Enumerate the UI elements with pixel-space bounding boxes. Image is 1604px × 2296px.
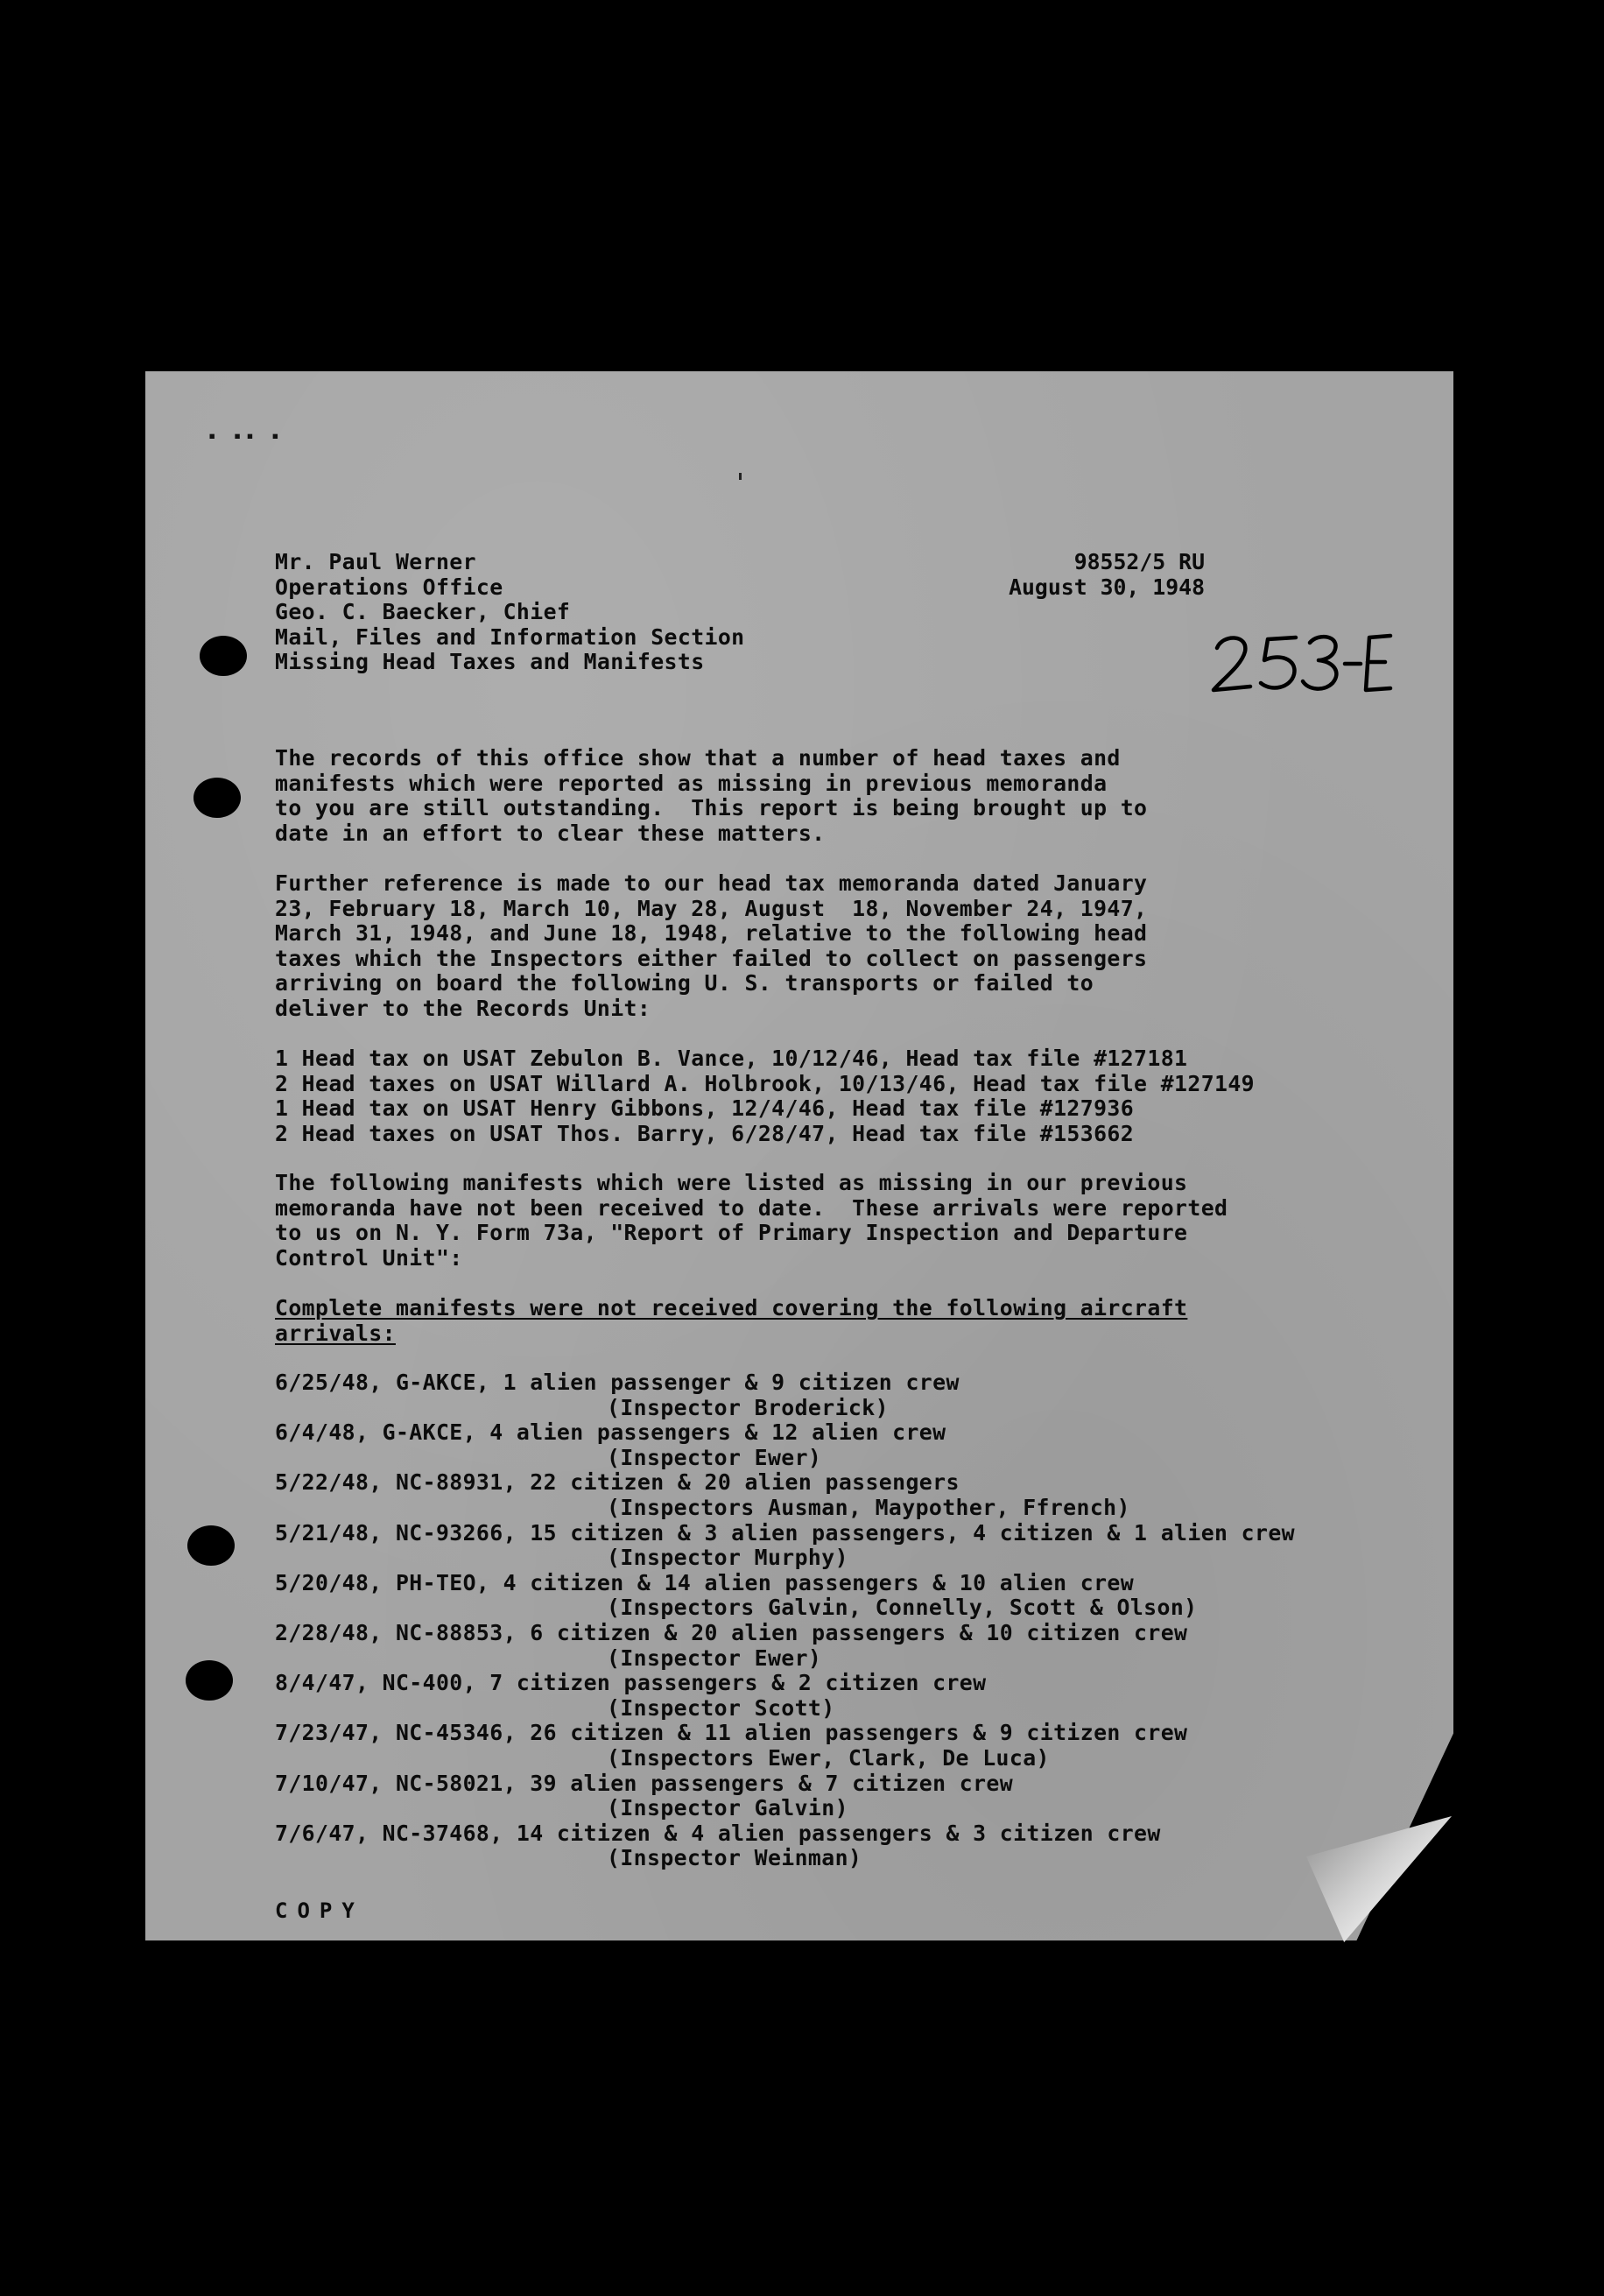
arrival-inspector: (Inspector Ewer) (607, 1444, 822, 1470)
arrival-entry: 7/23/47, NC-45346, 26 citizen & 11 alien passengers & 9 citizen crew (275, 1720, 1188, 1746)
paragraph-2-line: arriving on board the following U. S. transports or failed to (275, 970, 1094, 997)
arrival-entry: 7/10/47, NC-58021, 39 alien passengers & 7 citizen crew (275, 1770, 1014, 1796)
punch-hole (186, 1660, 233, 1701)
arrival-entry: 5/21/48, NC-93266, 15 citizen & 3 alien passengers, 4 citizen & 1 alien crew (275, 1519, 1296, 1546)
handwritten-file-mark (1210, 629, 1394, 697)
arrival-inspector: (Inspector Murphy) (607, 1545, 848, 1571)
reference-block (963, 550, 1205, 600)
arrival-entry: 5/20/48, PH-TEO, 4 citizen & 14 alien passengers & 10 alien crew (275, 1569, 1135, 1595)
head-tax-item: 2 Head taxes on USAT Willard A. Holbrook, 10/13/46, Head tax file #127149 (275, 1070, 1256, 1096)
paragraph-2-line: 23, February 18, March 10, May 28, August 18, November 24, 1947, (275, 895, 1148, 921)
paragraph-3-line: to us on N. Y. Form 73a, "Report of Primary Inspection and Departure (275, 1220, 1188, 1246)
copy-stamp: COPY (275, 1898, 364, 1923)
arrival-inspector: (Inspector Ewer) (607, 1645, 822, 1671)
punch-hole (193, 778, 241, 818)
paragraph-3-line: The following manifests which were listed as missing in our previous (275, 1170, 1188, 1195)
file-reference: 98552/5 RU (1073, 549, 1205, 574)
paragraph-3-line: memoranda have not been received to date. These arrivals were reported (275, 1194, 1228, 1221)
manifest-heading: Complete manifests were not received covering the following aircraft (275, 1295, 1188, 1321)
arrival-inspector: (Inspector Galvin) (607, 1795, 848, 1821)
arrival-inspector: (Inspectors Galvin, Connelly, Scott & Olson) (607, 1595, 1198, 1621)
addressee-name: Mr. Paul Werner (275, 549, 476, 574)
arrival-entry: 7/6/47, NC-37468, 14 citizen & 4 alien passengers & 3 citizen crew (275, 1820, 1161, 1846)
addressee-office: Operations Office (275, 574, 503, 600)
arrival-entry: 6/4/48, G-AKCE, 4 alien passengers & 12 alien crew (275, 1419, 946, 1446)
arrival-inspector: (Inspectors Ausman, Maypother, Ffrench) (607, 1495, 1130, 1520)
paragraph-2-line: deliver to the Records Unit: (275, 996, 651, 1021)
speck-mark (739, 473, 742, 480)
arrival-entry: 5/22/48, NC-88931, 22 citizen & 20 alien passengers (275, 1469, 960, 1496)
memo-date: August 30, 1948 (1009, 574, 1205, 600)
arrival-inspector: (Inspectors Ewer, Clark, De Luca) (607, 1745, 1050, 1771)
paragraph-2-line: taxes which the Inspectors either failed to collect on passengers (275, 945, 1148, 971)
paragraph-2-line: Further reference is made to our head tax memoranda dated January (275, 870, 1148, 896)
subject-line: Missing Head Taxes and Manifests (275, 649, 705, 675)
head-tax-item: 1 Head tax on USAT Henry Gibbons, 12/4/46, Head tax file #127936 (275, 1095, 1135, 1122)
arrival-inspector: (Inspector Scott) (607, 1694, 835, 1721)
paragraph-3-line: Control Unit": (275, 1244, 463, 1271)
paragraph-2-line: March 31, 1948, and June 18, 1948, relative to the following head (275, 920, 1148, 947)
speck-marks: ▪ ▪▪ ▪ (208, 429, 285, 443)
manifest-heading: arrivals: (275, 1320, 396, 1346)
head-tax-item: 2 Head taxes on USAT Thos. Barry, 6/28/47, Head tax file #153662 (275, 1120, 1135, 1146)
arrival-inspector: (Inspector Broderick) (607, 1394, 889, 1420)
punch-hole (200, 636, 247, 676)
arrival-entry: 2/28/48, NC-88853, 6 citizen & 20 alien passengers & 10 citizen crew (275, 1620, 1188, 1645)
sender-name: Geo. C. Baecker, Chief (275, 599, 571, 625)
arrival-inspector: (Inspector Weinman) (607, 1845, 862, 1871)
paragraph-1-line: manifests which were reported as missing in previous memoranda (275, 770, 1108, 796)
punch-hole (187, 1525, 235, 1566)
paragraph-1-line: to you are still outstanding. This report is being brought up to (275, 795, 1148, 821)
paragraph-1-line: The records of this office show that a number of head taxes and (275, 745, 1121, 771)
paragraph-1-line: date in an effort to clear these matters. (275, 820, 826, 846)
head-tax-item: 1 Head tax on USAT Zebulon B. Vance, 10/12/46, Head tax file #127181 (275, 1046, 1188, 1071)
arrival-entry: 6/25/48, G-AKCE, 1 alien passenger & 9 citizen crew (275, 1370, 960, 1395)
sender-section: Mail, Files and Information Section (275, 623, 745, 650)
arrival-entry: 8/4/47, NC-400, 7 citizen passengers & 2 citizen crew (275, 1670, 987, 1696)
